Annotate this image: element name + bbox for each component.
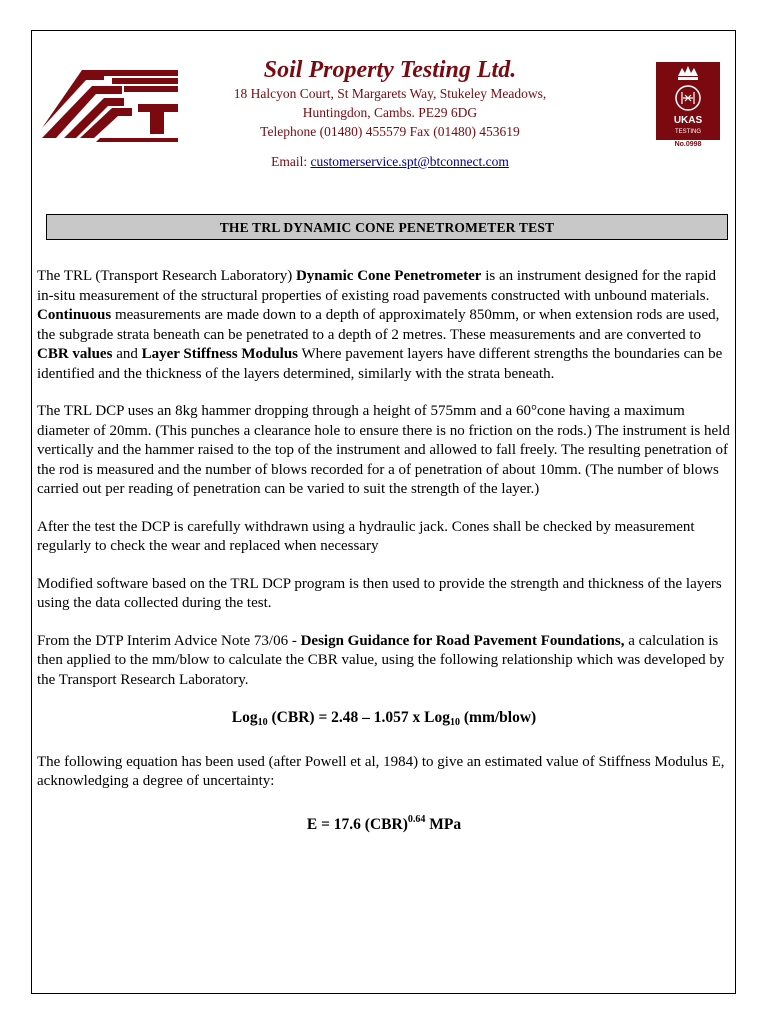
paragraph-withdrawal: After the test the DCP is carefully withdrawn using a hydraulic jack. Cones shall be checked by measurement regularly to check the wear and replaced when necessary	[37, 518, 695, 554]
ukas-number: No.0998	[674, 141, 702, 147]
text-run: The TRL (Transport Research Laboratory)	[37, 268, 296, 284]
equation-cbr	[37, 708, 731, 733]
address-line-1: 18 Halcyon Court, St Margarets Way, Stukeley Meadows,	[233, 86, 547, 101]
bold-term-cbr: CBR values	[37, 346, 113, 362]
text-run: and	[112, 346, 142, 362]
text-run: measurements are made down to a depth of approximately 850mm, or when extension rods are used, the subgrade strata beneath can be penetrated to a depth of 2 metres. These measurements and are converted to	[37, 307, 720, 343]
equation-stiffness	[37, 810, 731, 835]
bold-term-stiffness: Layer Stiffness Modulus	[141, 346, 299, 362]
spt-logo-icon	[42, 62, 178, 142]
bold-term-continuous: Continuous	[37, 307, 112, 323]
phone-line: Telephone (01480) 455579 Fax (01480) 453619	[260, 124, 520, 139]
eq-text: E = 17.6 (CBR)	[306, 815, 408, 833]
title-banner: THE TRL DYNAMIC CONE PENETROMETER TEST	[46, 214, 728, 240]
bold-term-dcp: Dynamic Cone Penetrometer	[295, 268, 482, 284]
text-run: a calculation is then applied to the mm/blow to calculate the CBR value, using the following relationship which was developed by the Transport Research Laboratory.	[37, 632, 725, 688]
company-header	[190, 56, 590, 170]
ukas-sublabel: TESTING	[674, 129, 702, 135]
eq-text: MPa	[425, 815, 462, 833]
bold-term-guidance: Design Guidance for Road Pavement Foundations,	[300, 632, 625, 649]
text-run: From the DTP Interim Advice Note 73/06 -	[37, 632, 301, 649]
text-run: is an instrument designed for the rapid in-situ measurement of the structural properties of existing road pavements constructed with unbound materials.	[37, 268, 716, 304]
eq-text: (mm/blow)	[460, 709, 537, 726]
ukas-label: UKAS	[673, 115, 703, 126]
text-run: Where pavement layers have different strengths the boundaries can be identified and the thickness of the layers determined, similarly with the strata beneath.	[37, 346, 723, 382]
document-body	[37, 267, 731, 854]
paragraph-intro	[37, 267, 731, 384]
eq-text: (CBR) = 2.48 – 1.057 x Log	[267, 709, 450, 726]
email-line	[190, 154, 590, 170]
paragraph-guidance	[37, 632, 731, 691]
eq-subscript: 10	[450, 717, 460, 728]
eq-superscript: 0.64	[407, 813, 426, 825]
ukas-logo-icon	[656, 62, 720, 147]
email-label: Email:	[271, 154, 308, 169]
email-link[interactable]: customerservice.spt@btconnect.com	[310, 154, 509, 169]
eq-subscript: 10	[257, 717, 268, 728]
eq-text: Log	[231, 709, 258, 726]
paragraph-software: Modified software based on the TRL DCP program is then used to provide the strength and thickness of the layers using the data collected during the test.	[37, 575, 722, 611]
company-name: Soil Property Testing Ltd.	[263, 57, 517, 83]
paragraph-powell: The following equation has been used (after Powell et al, 1984) to give an estimated value of Stiffness Modulus E, acknowledging a degree of uncertainty:	[37, 753, 725, 789]
address-line-2: Huntingdon, Cambs. PE29 6DG	[302, 105, 478, 120]
paragraph-method: The TRL DCP uses an 8kg hammer dropping through a height of 575mm and a 60°cone having a maximum diameter of 20mm. (This punches a clearance hole to ensure there is no friction on the rods.) The instrument is held vertically and the hammer raised to the top of the instrument and allowed to fall freely. The resulting penetration of the rod is measured and the number of blows recorded for a of penetration of about 10mm. (The number of blows carried out per reading of penetration can be varied to suit the strength of the layer.)	[37, 403, 730, 497]
